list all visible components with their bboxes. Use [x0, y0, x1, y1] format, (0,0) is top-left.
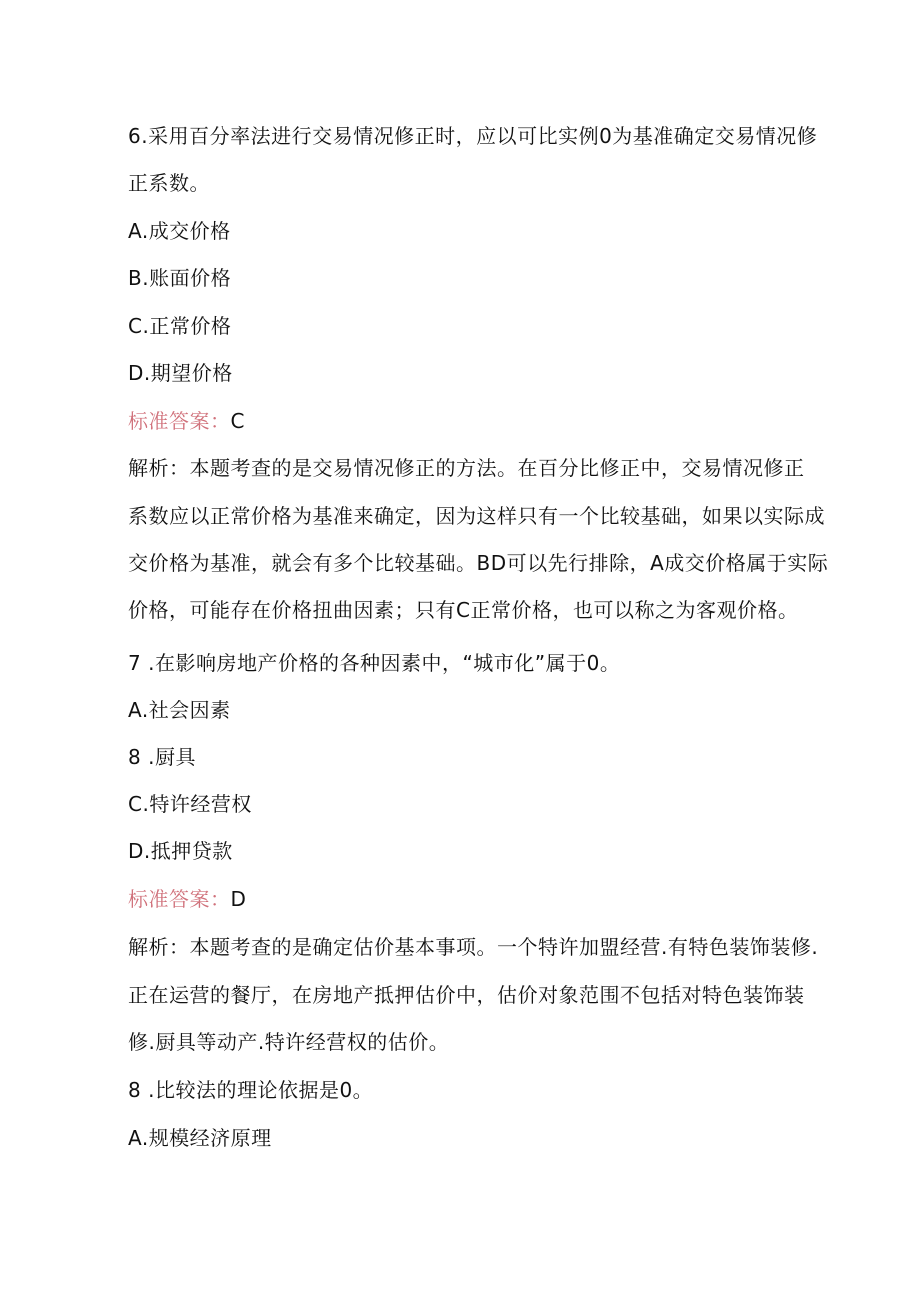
q7-standard-answer: [128, 886, 246, 912]
q7-analysis-line2: 正在运营的餐厅，在房地产抵押估价中，估价对象范围不包括对特色装饰装: [128, 983, 805, 1007]
q6-standard-answer: [128, 408, 245, 434]
q6-option-d: D.期望价格: [128, 361, 233, 385]
answer-label: 标准答案：: [128, 409, 231, 433]
q8-stem: 8 .比较法的理论依据是0。: [128, 1078, 374, 1102]
q7-analysis-line1: 解析：本题考查的是确定估价基本事项。一个特许加盟经营.有特色装饰装修.: [128, 935, 819, 959]
q6-analysis-line1: 解析：本题考查的是交易情况修正的方法。在百分比修正中，交易情况修正: [128, 456, 805, 480]
q6-stem-line1: 6.采用百分率法进行交易情况修正时，应以可比实例0为基准确定交易情况修: [128, 124, 818, 148]
q8-option-a: A.规模经济原理: [128, 1126, 272, 1150]
q7-option-b: 8 .厨具: [128, 745, 196, 769]
q6-option-a: A.成交价格: [128, 219, 231, 243]
answer-label: 标准答案：: [128, 887, 231, 911]
q6-analysis-line2: 系数应以正常价格为基准来确定，因为这样只有一个比较基础，如果以实际成: [128, 504, 825, 528]
q6-option-c: C.正常价格: [128, 314, 232, 338]
q7-stem: 7 .在影响房地产价格的各种因素中，“城市化”属于0。: [128, 651, 621, 675]
q6-analysis-line4: 价格，可能存在价格扭曲因素；只有C正常价格，也可以称之为客观价格。: [128, 598, 799, 622]
q7-option-a: A.社会因素: [128, 698, 231, 722]
answer-value: D: [230, 887, 247, 911]
answer-value: C: [230, 409, 245, 433]
q7-analysis-line3: 修.厨具等动产.特许经营权的估价。: [128, 1030, 450, 1054]
q6-option-b: B.账面价格: [128, 266, 232, 290]
q6-analysis-line3: 交价格为基准，就会有多个比较基础。BD可以先行排除，A成交价格属于实际: [128, 551, 829, 575]
q6-stem-line2: 正系数。: [128, 171, 210, 195]
q7-option-c: C.特许经营权: [128, 792, 252, 816]
q7-option-d: D.抵押贷款: [128, 839, 233, 863]
